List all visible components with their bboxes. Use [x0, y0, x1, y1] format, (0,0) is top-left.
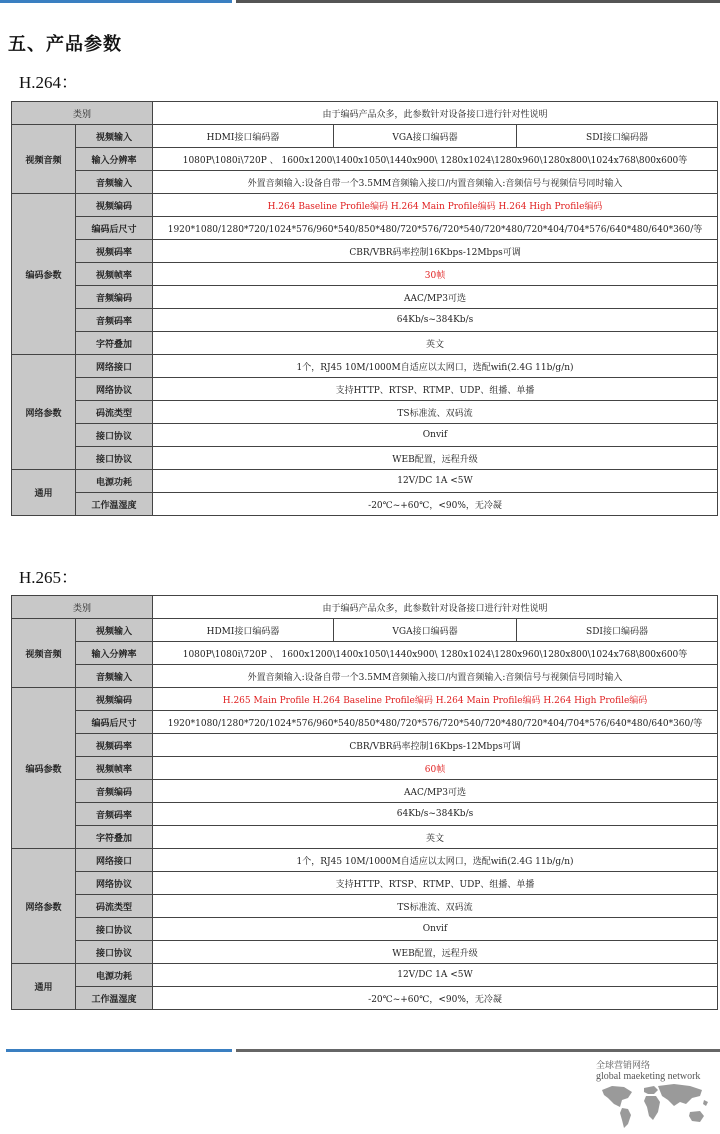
param-value: TS标准流、双码流: [153, 401, 718, 424]
bottom-divider-accent: [6, 1049, 232, 1052]
param-label: 编码后尺寸: [76, 217, 153, 240]
param-label: 音频输入: [76, 171, 153, 194]
table-row: [12, 493, 718, 516]
group-label: 视频音频: [12, 125, 76, 194]
param-value: WEB配置，远程升级: [153, 941, 718, 964]
table-row: [12, 964, 718, 987]
group-label: 通用: [12, 964, 76, 1010]
table-row: [12, 987, 718, 1010]
param-label: 网络接口: [76, 355, 153, 378]
param-label: 输入分辨率: [76, 642, 153, 665]
h265-title: H.265：: [19, 568, 79, 587]
table-row: [12, 941, 718, 964]
param-value: 64Kb/s~384Kb/s: [153, 803, 718, 826]
param-value: 外置音频输入:设备自带一个3.5MM音频输入接口/内置音频输入:音频信号与视频信号同时输入: [153, 665, 718, 688]
param-label: 音频编码: [76, 286, 153, 309]
param-value: 1080P\1080i\720P 、 1600x1200\1400x1050\1440x900\ 1280x1024\1280x960\1280x800\1024x768\800x600等: [153, 148, 718, 171]
group-label: 编码参数: [12, 688, 76, 849]
param-label: 电源功耗: [76, 470, 153, 493]
param-value: 1920*1080/1280*720/1024*576/960*540/850*480/720*576/720*540/720*480/720*404/704*576/640*480/640*360/等: [153, 217, 718, 240]
group-label: 网络参数: [12, 849, 76, 964]
table-row: [12, 125, 718, 148]
table-row: [12, 332, 718, 355]
param-label: 视频码率: [76, 734, 153, 757]
param-label: 接口协议: [76, 424, 153, 447]
param-value: CBR/VBR码率控制16Kbps-12Mbps可调: [153, 734, 718, 757]
param-label: 音频输入: [76, 665, 153, 688]
brand-cn: 全球营销网络: [596, 1060, 651, 1070]
category-header: 类别: [12, 596, 153, 619]
description-header: 由于编码产品众多，此参数针对设备接口进行针对性说明: [153, 596, 718, 619]
table-row: [12, 424, 718, 447]
group-label: 通用: [12, 470, 76, 516]
param-label: 视频输入: [76, 619, 153, 642]
param-value-cell: HDMI接口编码器: [153, 125, 334, 148]
table-row: [12, 803, 718, 826]
table-row: [12, 217, 718, 240]
table-row: [12, 401, 718, 424]
param-label: 网络协议: [76, 378, 153, 401]
param-label: 接口协议: [76, 918, 153, 941]
param-label: 网络协议: [76, 872, 153, 895]
top-divider: [0, 0, 720, 4]
param-value: TS标准流、双码流: [153, 895, 718, 918]
table-row: [12, 688, 718, 711]
param-label: 码流类型: [76, 895, 153, 918]
table-row: [12, 263, 718, 286]
param-value-cell: HDMI接口编码器: [153, 619, 334, 642]
param-value: -20℃~+60℃，<90%，无冷凝: [153, 493, 718, 516]
top-divider-accent: [0, 0, 232, 3]
param-value-cell: VGA接口编码器: [334, 619, 517, 642]
table-row: [12, 918, 718, 941]
param-value: 1920*1080/1280*720/1024*576/960*540/850*480/720*576/720*540/720*480/720*404/704*576/640*480/640*360/等: [153, 711, 718, 734]
h264-spec-table: [11, 101, 718, 516]
table-row: [12, 849, 718, 872]
table-row: [12, 619, 718, 642]
param-value: 支持HTTP、RTSP、RTMP、UDP、组播、单播: [153, 872, 718, 895]
param-value: Onvif: [153, 424, 718, 447]
top-divider-line: [236, 0, 720, 3]
param-label: 视频帧率: [76, 263, 153, 286]
table-row: [12, 378, 718, 401]
bottom-divider: [0, 1049, 720, 1053]
group-label: 编码参数: [12, 194, 76, 355]
param-value: 1080P\1080i\720P 、 1600x1200\1400x1050\1440x900\ 1280x1024\1280x960\1280x800\1024x768\800x600等: [153, 642, 718, 665]
param-label: 视频编码: [76, 688, 153, 711]
bottom-divider-line: [236, 1049, 720, 1052]
table-row: [12, 711, 718, 734]
param-label: 工作温湿度: [76, 493, 153, 516]
table-row: [12, 642, 718, 665]
table-row: [12, 240, 718, 263]
param-label: 接口协议: [76, 941, 153, 964]
table-row: [12, 286, 718, 309]
table-row: [12, 826, 718, 849]
param-value: 30帧: [153, 263, 718, 286]
table-row: [12, 355, 718, 378]
param-value: H.264 Baseline Profile编码 H.264 Main Profile编码 H.264 High Profile编码: [153, 194, 718, 217]
param-value: -20℃~+60℃，<90%，无冷凝: [153, 987, 718, 1010]
table-row: [12, 148, 718, 171]
param-label: 工作温湿度: [76, 987, 153, 1010]
table-row: [12, 194, 718, 217]
param-value-cell: VGA接口编码器: [334, 125, 517, 148]
category-header: 类别: [12, 102, 153, 125]
group-label: 网络参数: [12, 355, 76, 470]
section-title: 五、产品参数: [8, 34, 122, 55]
param-value: 英文: [153, 332, 718, 355]
param-label: 视频帧率: [76, 757, 153, 780]
param-label: 音频编码: [76, 780, 153, 803]
h265-spec-table: [11, 595, 718, 1010]
table-row: [12, 895, 718, 918]
param-label: 接口协议: [76, 447, 153, 470]
table-row: [12, 309, 718, 332]
table-row: [12, 757, 718, 780]
param-value: 1个，RJ45 10M/1000M自适应以太网口，选配wifi(2.4G 11b/g/n): [153, 355, 718, 378]
group-label: 视频音频: [12, 619, 76, 688]
param-label: 视频编码: [76, 194, 153, 217]
brand-en: global maeketing network: [596, 1071, 701, 1082]
world-map-icon: [598, 1080, 716, 1130]
param-label: 输入分辨率: [76, 148, 153, 171]
param-label: 网络接口: [76, 849, 153, 872]
param-label: 电源功耗: [76, 964, 153, 987]
param-label: 视频输入: [76, 125, 153, 148]
param-value: 12V/DC 1A <5W: [153, 964, 718, 987]
param-value-cell: SDI接口编码器: [517, 619, 718, 642]
param-value: 支持HTTP、RTSP、RTMP、UDP、组播、单播: [153, 378, 718, 401]
param-value: CBR/VBR码率控制16Kbps-12Mbps可调: [153, 240, 718, 263]
param-value: 12V/DC 1A <5W: [153, 470, 718, 493]
table-row: [12, 447, 718, 470]
table-row: [12, 780, 718, 803]
param-label: 字符叠加: [76, 332, 153, 355]
param-value: Onvif: [153, 918, 718, 941]
param-value: 1个，RJ45 10M/1000M自适应以太网口，选配wifi(2.4G 11b/g/n): [153, 849, 718, 872]
table-row: [12, 470, 718, 493]
table-row: [12, 171, 718, 194]
table-row: [12, 665, 718, 688]
table-row: [12, 734, 718, 757]
param-value: AAC/MP3可选: [153, 780, 718, 803]
description-header: 由于编码产品众多，此参数针对设备接口进行针对性说明: [153, 102, 718, 125]
header-row: [12, 596, 718, 619]
param-label: 码流类型: [76, 401, 153, 424]
brand-block: [596, 1058, 718, 1082]
param-label: 视频码率: [76, 240, 153, 263]
param-label: 音频码率: [76, 803, 153, 826]
param-label: 字符叠加: [76, 826, 153, 849]
param-value: 60帧: [153, 757, 718, 780]
table-row: [12, 872, 718, 895]
param-value: 64Kb/s~384Kb/s: [153, 309, 718, 332]
param-value: 英文: [153, 826, 718, 849]
param-label: 音频码率: [76, 309, 153, 332]
param-value-cell: SDI接口编码器: [517, 125, 718, 148]
param-label: 编码后尺寸: [76, 711, 153, 734]
param-value: 外置音频输入:设备自带一个3.5MM音频输入接口/内置音频输入:音频信号与视频信号同时输入: [153, 171, 718, 194]
param-value: AAC/MP3可选: [153, 286, 718, 309]
param-value: WEB配置，远程升级: [153, 447, 718, 470]
param-value: H.265 Main Profile H.264 Baseline Profile编码 H.264 Main Profile编码 H.264 High Profile编码: [153, 688, 718, 711]
header-row: [12, 102, 718, 125]
h264-title: H.264：: [19, 73, 79, 92]
